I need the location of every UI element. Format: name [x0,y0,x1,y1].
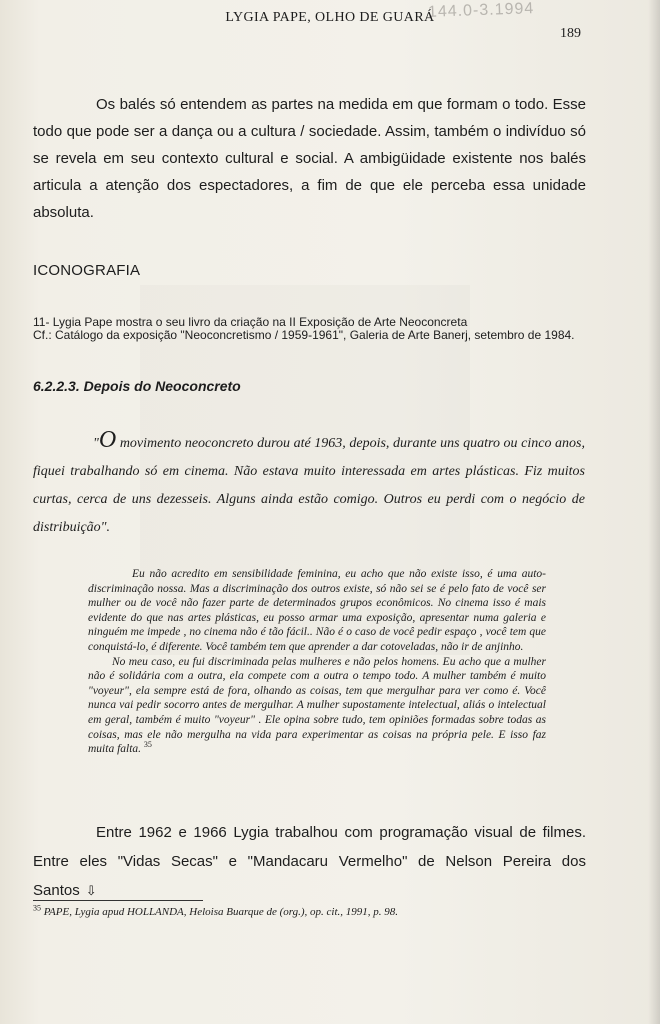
caption-line-2: Cf.: Catálogo da exposição "Neoconcretismo / 1959-1961", Galeria de Arte Banerj, setembro de 1984. [33,328,575,342]
continue-arrow-icon: ⇩ [85,883,97,898]
figure-caption [33,316,583,342]
block-quote-paragraph-1: Eu não acredito em sensibilidade feminina, eu acho que não existe isso, é uma auto-discriminação nossa. Mas a discriminação dos outros existe, só não sei se é pelo fato de você ser mulher ou de você não fazer parte de determinados grupos econômicos. No cinema isso é mais evidente do que nas artes plásticas, eu posso armar uma exposição, apresentar numa galeria e ninguém me impede , no cinema não é tão fácil.. Não é o caso de você pedir espaço , você tem que conquistá-lo, é diferente. Você também tem que aprender a dar cotoveladas, não ir de anjinho. [88,568,546,653]
page-edge-shadow [648,0,660,1024]
closing-paragraph [33,818,586,905]
caption-line-1: 11- Lygia Pape mostra o seu livro da criação na II Exposição de Arte Neoconcreta [33,315,468,329]
quote-intro-text: movimento neoconcreto durou até 1963, depois, durante uns quatro ou cinco anos, fiquei trabalhando só em cinema. Não estava muito interessada em artes plásticas. Fiz muitos curtas, cerca de uns dezesseis. Alguns ainda estão comigo. Outros eu perdi com o negócio de distribuição". [33,436,585,535]
footnote [33,903,593,918]
pencil-annotation: 144.0-3.1994 [427,0,535,21]
open-quote: " [93,436,99,451]
intro-paragraph: Os balés só entendem as partes na medida em que formam o todo. Esse todo que pode ser a dança ou a cultura / sociedade. Assim, também o indivíduo só se revela em seu contexto cultural e social. A ambigüidade existente nos balés articula a atenção dos espectadores, a fim de que ele perceba essa unidade absoluta. [33,96,586,221]
running-title: LYGIA PAPE, OLHO DE GUARÁ [225,10,435,25]
section-heading: 6.2.2.3. Depois do Neoconcreto [33,378,241,394]
quote-intro-paragraph [33,426,585,542]
block-quote-paragraph-2-text: No meu caso, eu fui discriminada pelas mulheres e não pelos homens. Eu acho que a mulher não é solidária com a outra, ela compete com a outra o tempo todo. A mulher também é muito "voyeur", ela sempre está de fora, olhando as coisas, tem que mergulhar para ver como é. Você nunca vai pedir socorro antes de mergulhar. A mulher supostamente intelectual, aliás o intelectual em geral, também é muito "voyeur" . Ele opina sobre tudo, tem opiniões formadas sobre todas as coisas, mas ele não mergulha na vida para experimentar as coisas na própria pele. E isso faz muita falta. [88,655,546,756]
closing-paragraph-text: Entre 1962 e 1966 Lygia trabalhou com programação visual de filmes. Entre eles "Vidas Secas" e "Mandacaru Vermelho" de Nelson Pereira dos Santos [33,824,586,899]
block-quote [88,567,546,757]
footnote-divider [33,900,203,901]
block-quote-paragraph-2 [88,655,546,757]
page-number: 189 [560,26,581,41]
footnote-reference: 35 [143,740,152,750]
footnote-text: PAPE, Lygia apud HOLLANDA, Heloisa Buarque de (org.), op. cit., 1991, p. 98. [41,906,399,918]
footnote-number: 35 [33,903,41,913]
iconografia-heading: ICONOGRAFIA [33,262,141,279]
drop-letter: O [98,427,117,453]
